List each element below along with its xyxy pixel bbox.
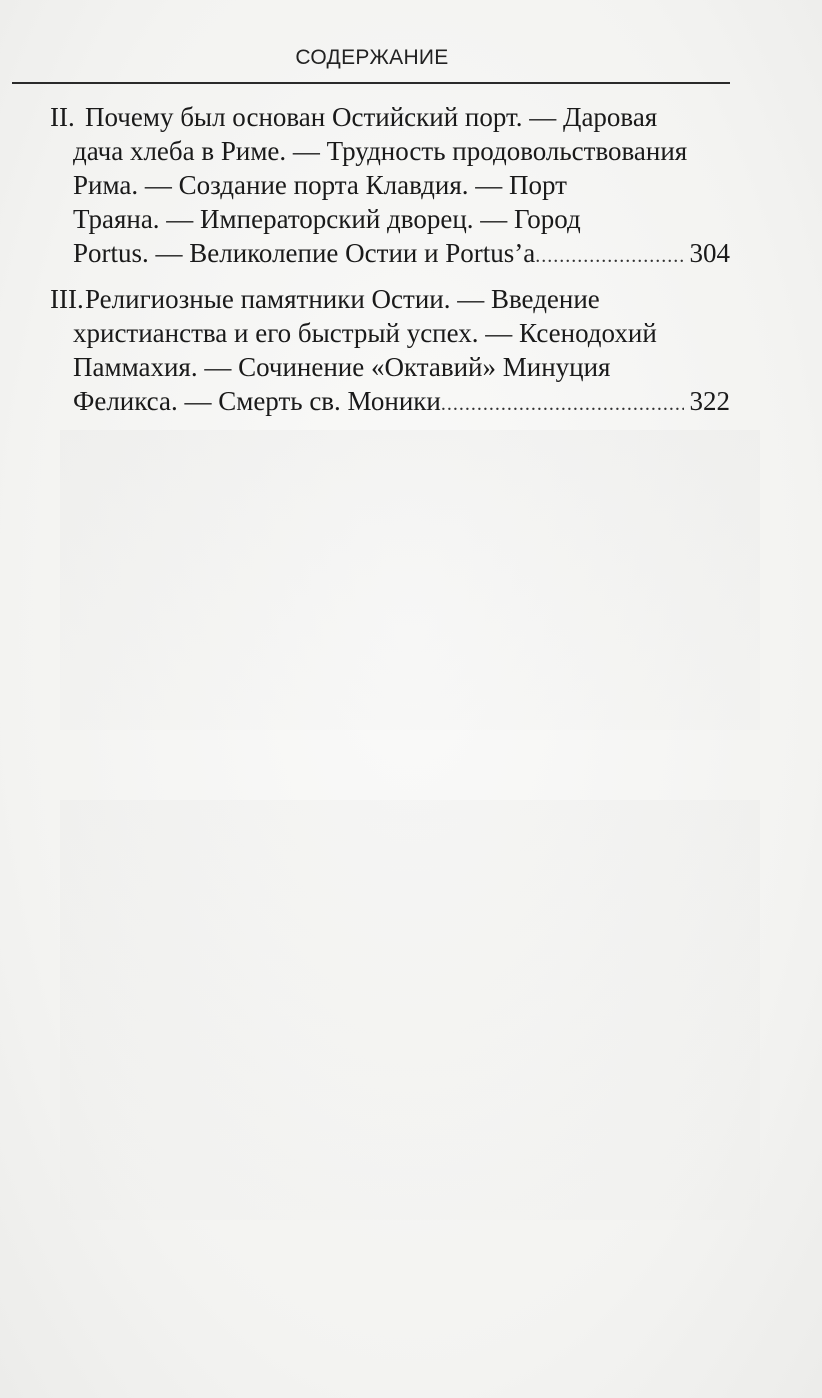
toc-entry-2 (50, 100, 730, 270)
toc-entry-last-line (50, 384, 730, 418)
toc-entry-last-line (50, 236, 730, 270)
toc-page-number: 304 (689, 238, 730, 268)
toc-entry-text: Почему был основан Остийский порт. — Даровая (85, 102, 658, 132)
toc-entry-text: дача хлеба в Риме. — Трудность продовольствования (73, 136, 688, 166)
dot-leader (441, 387, 684, 421)
dot-leader (535, 239, 683, 273)
toc-entry-line (50, 168, 730, 202)
toc-entry-number: III. (50, 284, 84, 314)
toc-entry-text: Траяна. — Императорский дворец. — Город (73, 204, 581, 234)
table-of-contents (50, 100, 730, 430)
toc-entry-text: Рима. — Создание порта Клавдия. — Порт (73, 170, 567, 200)
toc-entry-line (50, 350, 730, 384)
header-rule (12, 82, 730, 84)
toc-entry-text: Паммахия. — Сочинение «Октавий» Минуция (73, 352, 611, 382)
toc-entry-line (50, 316, 730, 350)
toc-entry-text: Portus. — Великолепие Остии и Portus’а (73, 238, 536, 268)
toc-entry-number: II. (50, 102, 75, 132)
toc-entry-line (50, 134, 730, 168)
toc-entry-3 (50, 282, 730, 418)
show-through-texture (60, 430, 760, 730)
toc-page-number: 322 (689, 386, 730, 416)
show-through-texture (60, 800, 760, 1220)
toc-entry-line (50, 282, 730, 316)
toc-entry-line (50, 202, 730, 236)
toc-entry-text: христианства и его быстрый успех. — Ксенодохий (73, 318, 657, 348)
toc-entry-text: Религиозные памятники Остии. — Введение (85, 284, 600, 314)
toc-entry-text: Феликса. — Смерть св. Моники (73, 386, 441, 416)
running-head: СОДЕРЖАНИЕ (295, 46, 449, 69)
toc-entry-line (50, 100, 730, 134)
